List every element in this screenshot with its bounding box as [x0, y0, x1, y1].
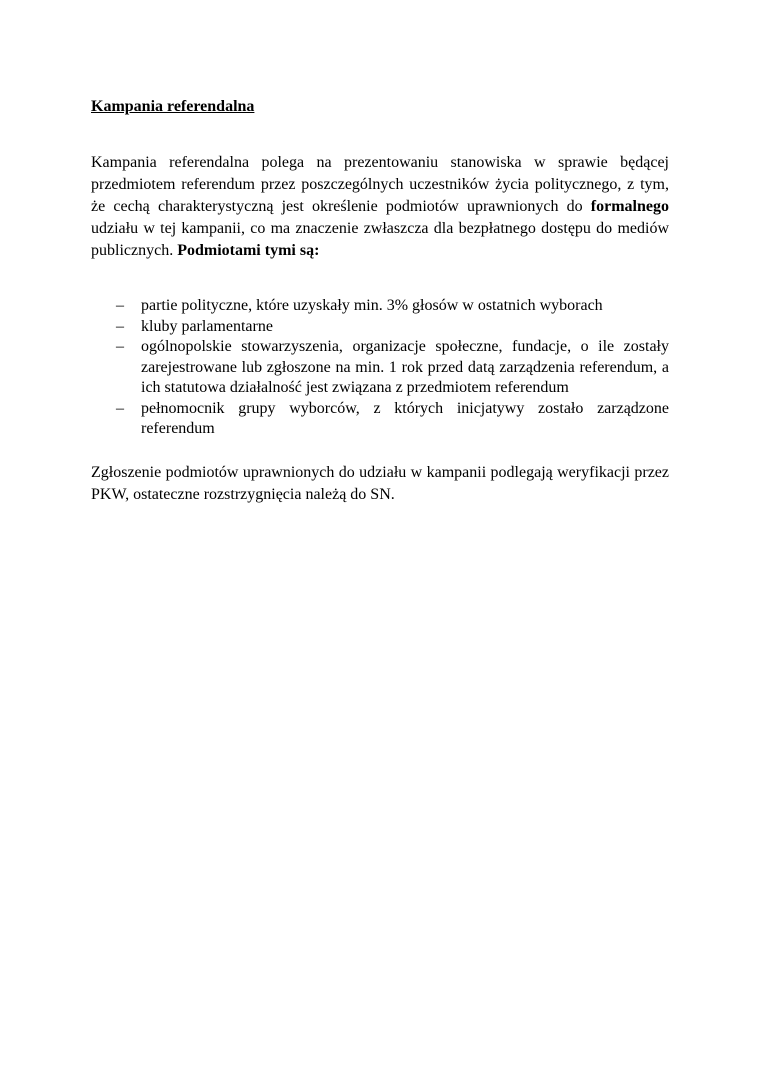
intro-text-2: udziału w tej kampanii, co ma znaczenie zwłaszcza dla bezpłatnego dostępu do mediów publicznych. [91, 220, 669, 259]
list-item [91, 337, 669, 399]
document-page [91, 96, 669, 506]
list-item-text: pełnomocnik grupy wyborców, z których inicjatywy zostało zarządzone referendum [141, 399, 669, 437]
list-item [91, 317, 669, 338]
entities-list [91, 296, 669, 440]
list-item [91, 399, 669, 440]
closing-paragraph: Zgłoszenie podmiotów uprawnionych do udziału w kampanii podlegają weryfikacji przez PKW, ostateczne rozstrzygnięcia należą do SN. [91, 463, 669, 503]
document-title: Kampania referendalna [91, 98, 255, 115]
intro-paragraph [91, 152, 669, 262]
list-item-text: kluby parlamentarne [141, 317, 273, 335]
intro-bold-formalnego: formalnego [590, 198, 669, 215]
intro-text-1: Kampania referendalna polega na prezentowaniu stanowiska w sprawie będącej przedmiotem referendum przez poszczególnych uczestników życia politycznego, z tym, że cechą charakterystyczną jest określenie podmiotów uprawnionych do [91, 154, 669, 215]
list-marker: – [116, 399, 124, 417]
intro-bold-podmiotami: Podmiotami tymi są: [177, 242, 320, 259]
list-marker: – [116, 317, 124, 335]
list-marker: – [116, 297, 124, 314]
list-item-text: ogólnopolskie stowarzyszenia, organizacje społeczne, fundacje, o ile zostały zarejestrowane lub zgłoszone na min. 1 rok przed datą zarządzenia referendum, a ich statutowa działalność jest związana z przedmiotem referendum [141, 338, 669, 396]
list-item-text: partie polityczne, które uzyskały min. 3% głosów w ostatnich wyborach [141, 297, 603, 314]
list-item [91, 296, 669, 317]
list-marker: – [116, 338, 124, 355]
